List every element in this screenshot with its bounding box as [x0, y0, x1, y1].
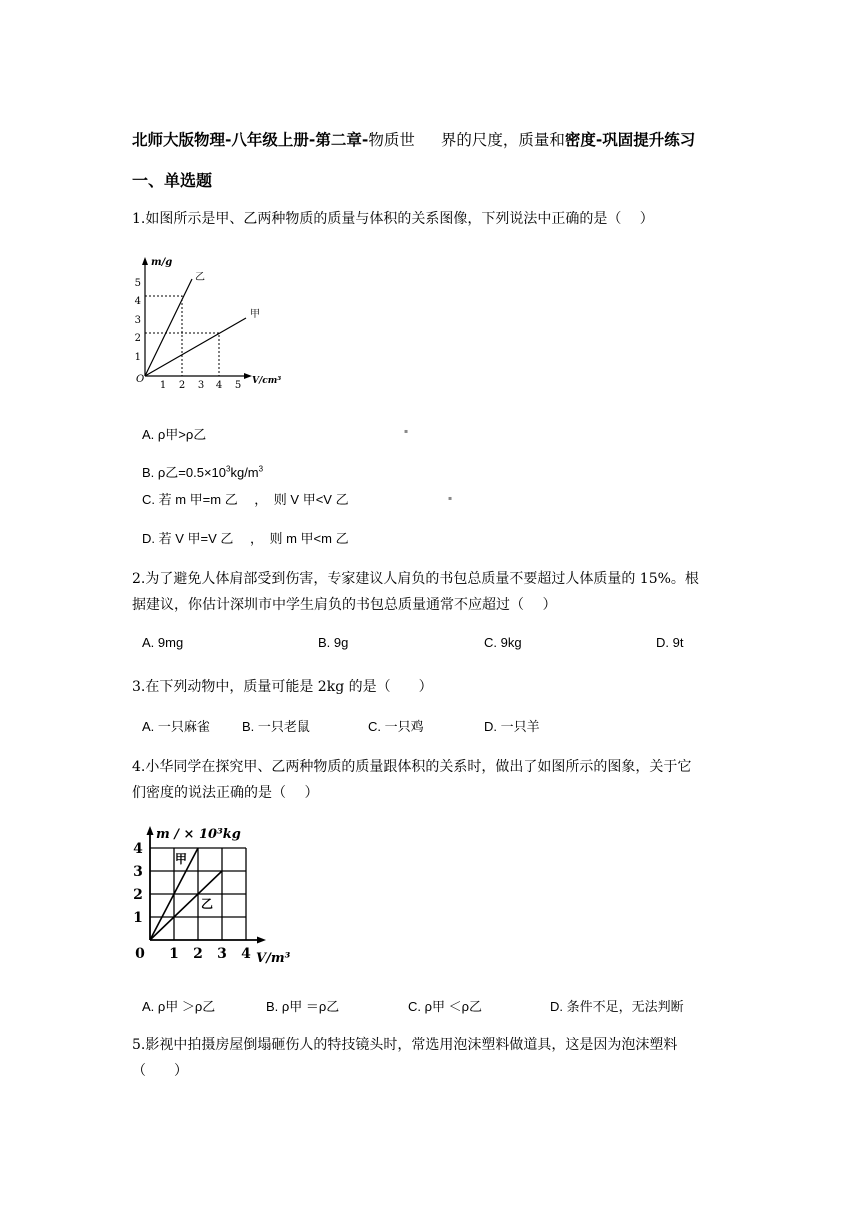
- q1-y-tick: 2: [134, 333, 141, 344]
- question-2-stem-line-2: 据建议，你估计深圳市中学生肩负的书包总质量通常不应超过（ ）: [132, 597, 557, 613]
- q4-x-label: V/m³: [256, 951, 291, 966]
- q3-option-c[interactable]: C. 一只鸡: [368, 719, 424, 734]
- q4-x-tick: 4: [241, 946, 251, 962]
- q4-y-tick: 1: [133, 910, 143, 926]
- q1-option-b[interactable]: [142, 462, 263, 481]
- title-part-1: 北师大版物理-八年级上册-第二章-: [132, 131, 369, 149]
- question-3-stem: 3.在下列动物中，质量可能是 2kg 的是（ ）: [132, 679, 433, 695]
- q2-option-a[interactable]: A. 9mg: [142, 635, 184, 650]
- q3-option-a[interactable]: A. 一只麻雀: [142, 719, 210, 734]
- q1-option-d[interactable]: [142, 528, 349, 547]
- q4-y-arrow: [147, 826, 154, 835]
- question-4-stem-line-2: 们密度的说法正确的是（ ）: [132, 785, 319, 801]
- q4-x-tick: 1: [169, 946, 179, 962]
- title-part-3: 界的尺度，质量和: [440, 131, 565, 149]
- q4-y-tick: 2: [133, 887, 143, 903]
- q2-option-c[interactable]: C. 9kg: [484, 635, 522, 650]
- q1-series-yi-line: [145, 279, 192, 376]
- q1-series-jia-line: [145, 318, 246, 376]
- q4-series-jia-label: 甲: [175, 852, 188, 866]
- document-title: [132, 128, 695, 150]
- q1-x-tick: 1: [159, 380, 167, 391]
- q1-y-arrow: [142, 257, 148, 265]
- q1-option-d-text: D. 若 V 甲=V 乙 ， 则 m 甲<m 乙: [142, 531, 349, 546]
- title-part-4: 密度-巩固提升练习: [564, 131, 696, 149]
- question-5-stem-line-2: （ ）: [132, 1063, 188, 1079]
- small-mark: ▪: [404, 428, 409, 435]
- section-heading: 一、单选题: [132, 171, 213, 190]
- q1-series-yi-label: 乙: [195, 272, 205, 283]
- q1-option-c[interactable]: [142, 489, 349, 508]
- q1-y-tick: 3: [134, 315, 141, 326]
- q1-x-arrow: [244, 373, 252, 379]
- q4-origin: 0: [135, 946, 145, 962]
- q1-option-a[interactable]: [142, 424, 206, 443]
- q4-y-label: m / × 10³kg: [156, 827, 241, 842]
- q1-option-b-unit-exp: 3: [258, 464, 264, 474]
- q3-option-b[interactable]: B. 一只老鼠: [242, 719, 310, 734]
- q1-x-tick: 2: [178, 380, 186, 391]
- question-1-stem: 1.如图所示是甲、乙两种物质的质量与体积的关系图像，下列说法中正确的是（ ）: [132, 211, 654, 227]
- q1-y-tick: 1: [134, 352, 141, 363]
- q4-y-tick: 4: [133, 841, 143, 857]
- q1-y-tick: 5: [134, 278, 141, 289]
- q4-option-a[interactable]: A. ρ甲 ＞ρ乙: [142, 999, 216, 1014]
- q1-x-tick: 4: [215, 380, 223, 391]
- q4-option-d[interactable]: D. 条件不足，无法判断: [550, 999, 684, 1014]
- q1-option-b-exp: 3: [226, 464, 231, 474]
- small-mark: ▪: [448, 495, 453, 502]
- q3-option-d[interactable]: D. 一只羊: [484, 719, 540, 734]
- q1-option-b-main: B. ρ乙=0.5×10: [142, 465, 227, 480]
- question-5-stem-line-1: 5.影视中拍摄房屋倒塌砸伤人的特技镜头时，常选用泡沫塑料做道具，这是因为泡沫塑料: [132, 1037, 678, 1053]
- q4-y-tick: 3: [133, 864, 143, 880]
- q2-option-b[interactable]: B. 9g: [318, 635, 349, 650]
- q4-option-b[interactable]: B. ρ甲 ＝ρ乙: [266, 999, 340, 1014]
- q1-option-b-unit: kg/m: [230, 465, 259, 480]
- question-4-graph: [128, 822, 300, 970]
- q4-series-yi-label: 乙: [201, 897, 214, 911]
- q1-option-c-text: C. 若 m 甲=m 乙 ， 则 V 甲<V 乙: [142, 492, 349, 507]
- q4-option-c[interactable]: C. ρ甲 ＜ρ乙: [408, 999, 483, 1014]
- q4-x-tick: 2: [193, 946, 203, 962]
- q2-option-d[interactable]: D. 9t: [656, 635, 684, 650]
- q4-x-arrow: [257, 937, 266, 944]
- q1-origin: O: [136, 374, 145, 385]
- q4-x-tick: 3: [217, 946, 227, 962]
- q1-y-tick: 4: [134, 296, 141, 307]
- q1-x-tick: 5: [234, 380, 242, 391]
- question-2-stem-line-1: 2.为了避免人体肩部受到伤害，专家建议人肩负的书包总质量不要超过人体质量的 15%。根: [132, 571, 699, 587]
- question-1-graph: [128, 252, 298, 392]
- question-4-stem-line-1: 4.小华同学在探究甲、乙两种物质的质量跟体积的关系时，做出了如图所示的图象，关于它: [132, 759, 692, 775]
- q1-y-label: m/g: [151, 257, 173, 268]
- q1-series-jia-label: 甲: [250, 309, 260, 320]
- q1-x-label: V/cm³: [252, 376, 282, 386]
- title-part-2: 物质世: [368, 131, 415, 149]
- q1-x-tick: 3: [197, 380, 205, 391]
- q1-option-a-text: A. ρ甲>ρ乙: [142, 427, 207, 442]
